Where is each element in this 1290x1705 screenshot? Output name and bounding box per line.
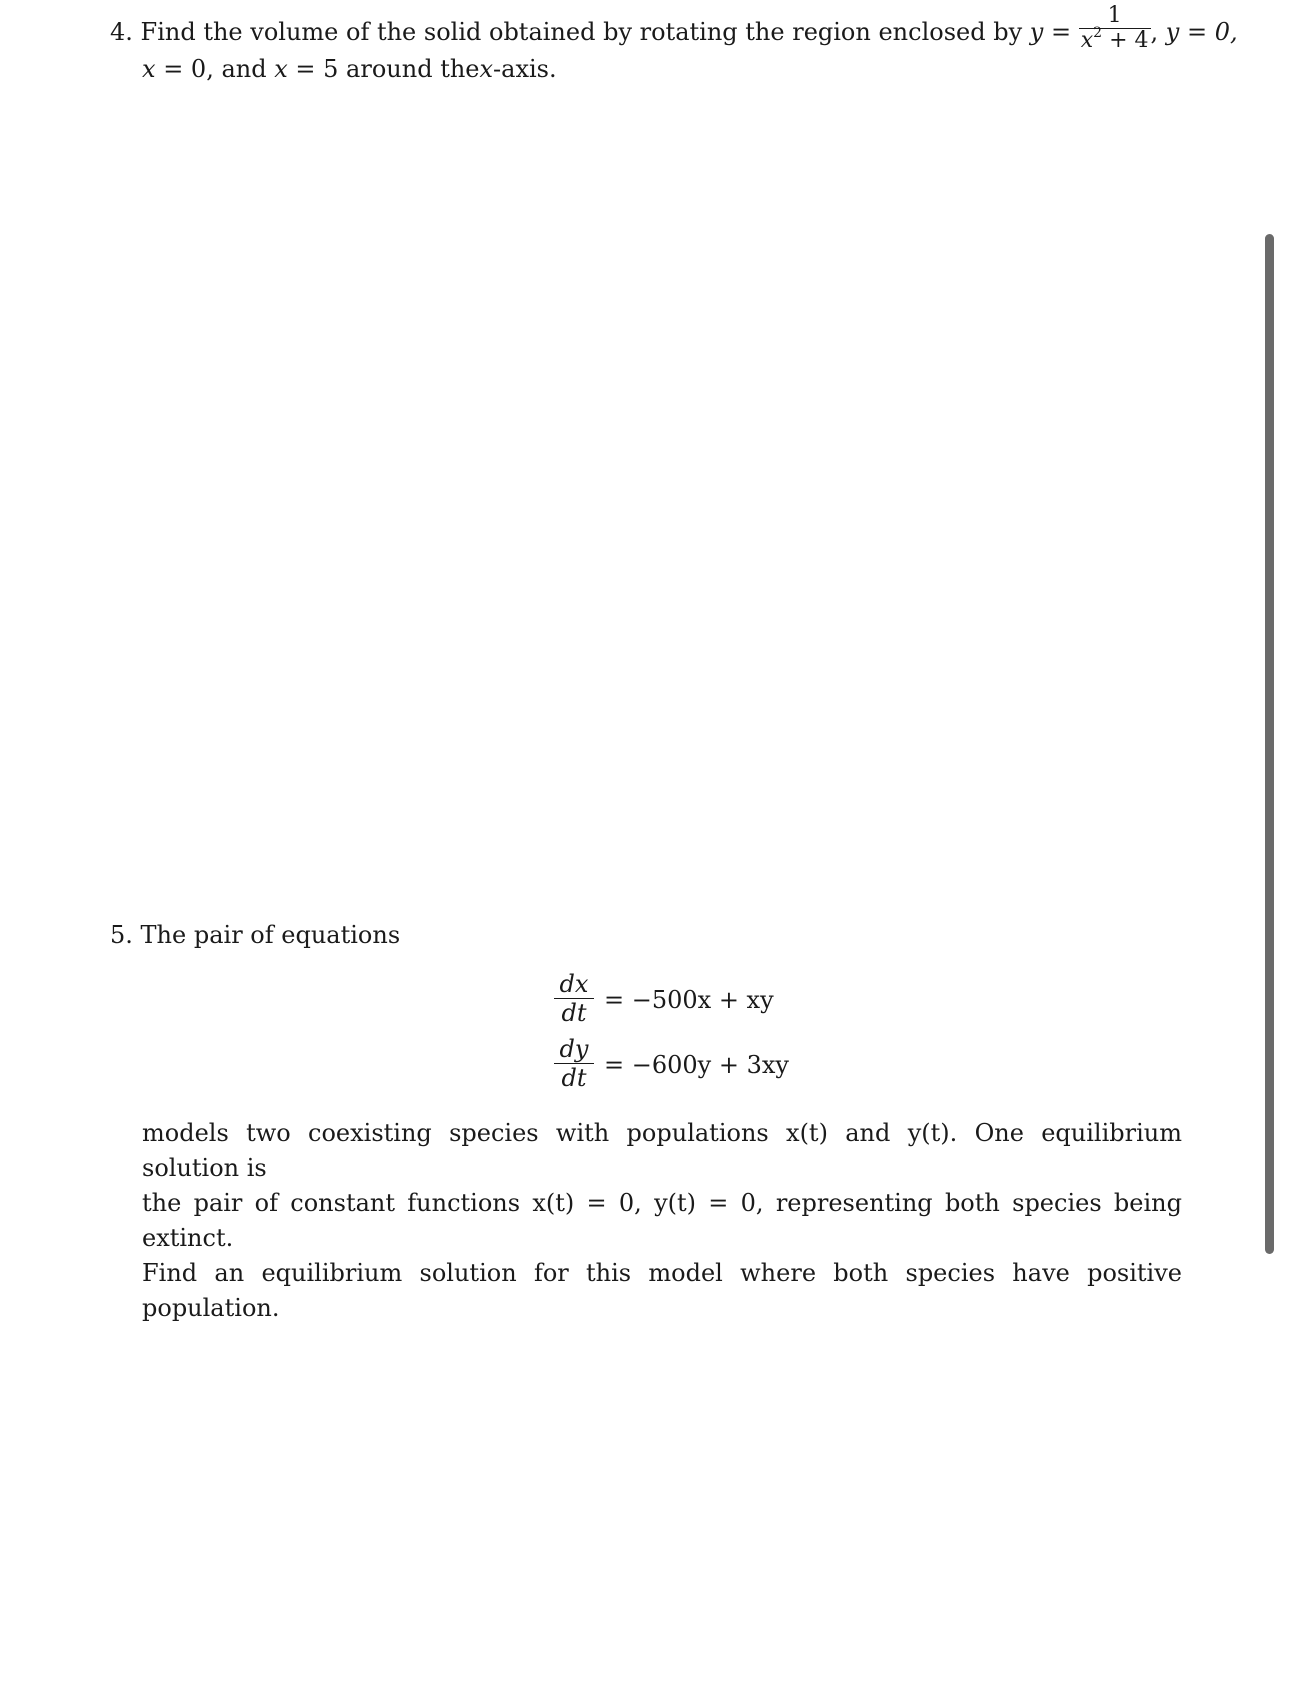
problem-5-number: 5. <box>110 921 133 949</box>
problem-4-line-1 <box>110 3 1238 53</box>
paragraph-line-3: Find an equilibrium solution for this model where both species have positive population. <box>142 1259 1182 1322</box>
equation-1-derivative <box>554 970 594 1027</box>
line2-tail: -axis. <box>493 55 557 83</box>
denominator-exponent: 2 <box>1093 25 1103 41</box>
paragraph-line-1: models two coexisting species with populations x(t) and y(t). One equilibrium solution is <box>142 1119 1182 1182</box>
vertical-scrollbar[interactable] <box>1265 234 1274 1254</box>
line2-x1: x <box>142 55 156 83</box>
line2-mid: = 0, and <box>163 55 267 83</box>
problem-4-fraction <box>1079 4 1151 53</box>
problem-4-comma: , <box>1150 18 1159 46</box>
problem-5-intro: The pair of equations <box>140 921 401 949</box>
denominator-rest: + 4 <box>1109 28 1149 53</box>
problem-4-eq-sign: = <box>1050 18 1072 46</box>
line2-x3: x <box>479 55 494 83</box>
fraction-denominator <box>1079 25 1151 53</box>
problem-4-text: Find the volume of the solid obtained by rotating the region enclosed by <box>140 18 1023 46</box>
problem-4-number: 4. <box>110 18 133 46</box>
fraction-numerator: 1 <box>1107 3 1122 28</box>
eq1-numerator: dx <box>559 970 589 998</box>
equation-2-rhs: = −600y + 3xy <box>604 1051 789 1079</box>
eq1-denominator: dt <box>554 998 594 1027</box>
line2-end: = 5 around the <box>295 55 480 83</box>
equation-1-rhs: = −500x + xy <box>604 986 774 1014</box>
eq2-denominator: dt <box>554 1063 594 1092</box>
eq2-numerator: dy <box>559 1035 589 1063</box>
equation-2-derivative <box>554 1035 594 1092</box>
problem-4-line-2 <box>142 54 557 84</box>
line2-x2: x <box>274 55 288 83</box>
denominator-x: x <box>1080 28 1094 53</box>
problem-4-y-var: y <box>1029 18 1044 46</box>
problem-5-paragraph <box>142 1116 1182 1326</box>
problem-5-header <box>110 920 400 950</box>
problem-4-condition-y0: y = 0, <box>1165 18 1238 46</box>
paragraph-line-2: the pair of constant functions x(t) = 0, y(t) = 0, representing both species being extinct. <box>142 1189 1182 1252</box>
